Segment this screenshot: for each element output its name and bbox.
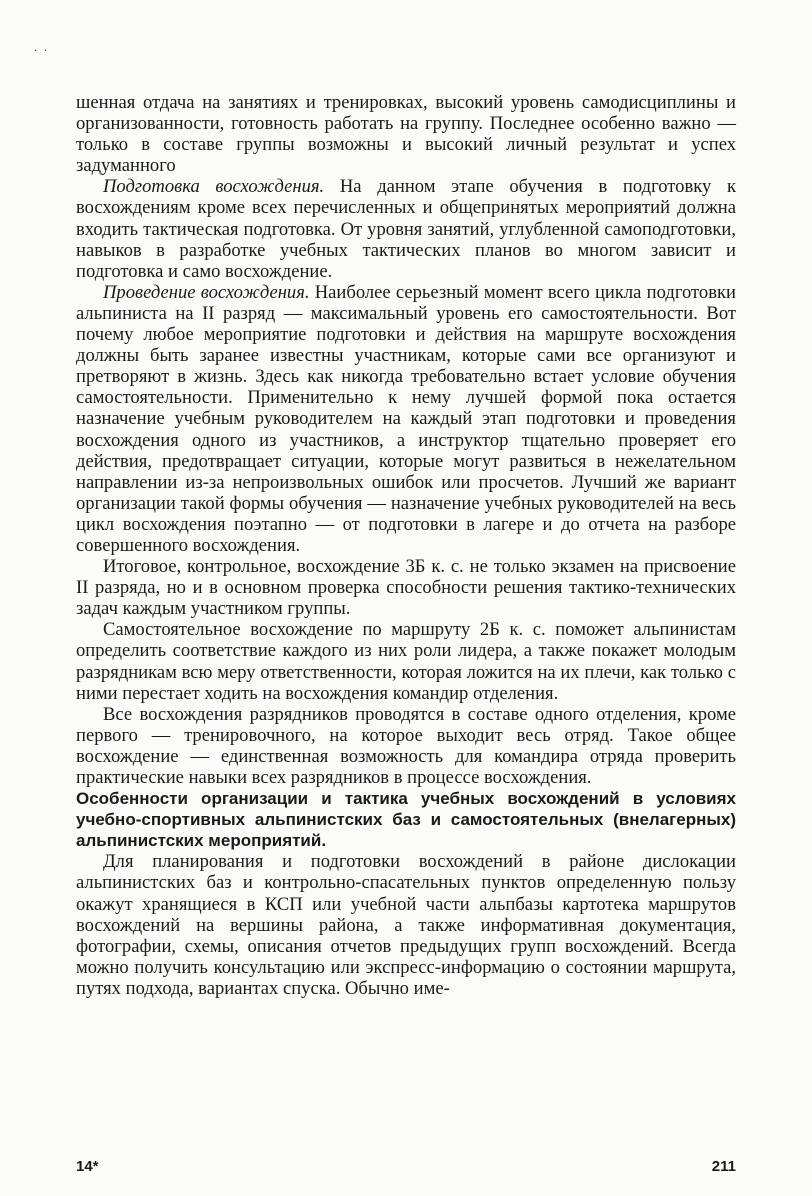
paragraph-text: Для планирования и подготовки восхождений в районе дислокации альпинистских баз и контрольно-спасательных пунктов определенную пользу окажут хранящиеся в КСП или учебной части альпбазы картотека маршрутов восхождений на вершины района, а также информативная документация, фотографии, схемы, описания отчетов предыдущих групп восхождений. Всегда можно получить консультацию или экспресс-информацию о состоянии маршрута, путях подхода, вариантах спуска. Обычно име- [76,851,736,999]
signature-mark: 14* [76,1158,99,1175]
corner-marks: . . [34,40,49,54]
paragraph-planning [76,851,736,999]
section-heading: Особенности организации и тактика учебных восхождений в условиях учебно-спортивных альпинистских баз и самостоятельных (внелагерных) альпинистских мероприятий. [76,789,736,851]
run-in-heading: Проведение восхождения. [103,281,310,303]
body-text [76,92,736,999]
paragraph-conduct [76,282,736,556]
paragraph-group-ascents [76,704,736,788]
paragraph-independent-ascent [76,619,736,703]
paragraph-text: Итоговое, контрольное, восхождение 3Б к. с. не только экзамен на присвоение II разряда, но и в основном проверка способности решения тактико-технических задач каждым участником группы. [76,556,736,620]
paragraph-text: Все восхождения разрядников проводятся в составе одного отделения, кроме первого — тренировочного, на которое выходит весь отряд. Такое общее восхождение — единственная возможность для командира отряда проверить практические навыки всех разрядников в процессе восхождения. [76,703,736,788]
paragraph-text: шенная отдача на занятиях и тренировках, высокий уровень самодисциплины и организованности, готовность работать на группу. Последнее особенно важно — только в составе группы возможны и высокий личный результат и успех задуманного [76,92,736,177]
page-footer [76,1158,736,1182]
paragraph-final-ascent [76,556,736,619]
paragraph-text: На данном этапе обучения в подготовку к восхождениям кроме всех перечисленных и общепринятых мероприятий должна входить тактическая подготовка. От уровня занятий, углубленной самоподготовки, навыков в разработке учебных тактических планов во многом зависит и подготовка и само восхождение. [76,176,736,282]
paragraph-text: Наиболее серьезный момент всего цикла подготовки альпиниста на II разряд — максимальный уровень его самостоятельности. Вот почему любое мероприятие подготовки и действия на маршруте восхождения должны быть заранее известны участникам, которые сами все организуют и претворяют в жизнь. Здесь как никогда требовательно встает условие обучения самостоятельности. Применительно к нему лучшей формой пока остается назначение учебным руководителем на каждый этап подготовки и проведения восхождения одного из участников, а инструктор тщательно проверяет его действия, предотвращает ситуации, которые могут развиться в нежелательном направлении из-за непроизвольных ошибок или просчетов. Лучший же вариант организации такой формы обучения — назначение учебных руководителей на весь цикл восхождения поэтапно — от подготовки в лагере и до отчета на разборе совершенного восхождения. [76,281,736,556]
paragraph-text: Самостоятельное восхождение по маршруту 2Б к. с. поможет альпинистам определить соответствие каждого из них роли лидера, а также покажет молодым разрядникам всю меру ответственности, которая ложится на их плечи, как только с ними перестает ходить на восхождения командир отделения. [76,619,736,704]
run-in-heading: Подготовка восхождения. [103,176,325,198]
paragraph-continuation [76,92,736,176]
page-number: 211 [711,1158,736,1175]
paragraph-preparation [76,176,736,281]
